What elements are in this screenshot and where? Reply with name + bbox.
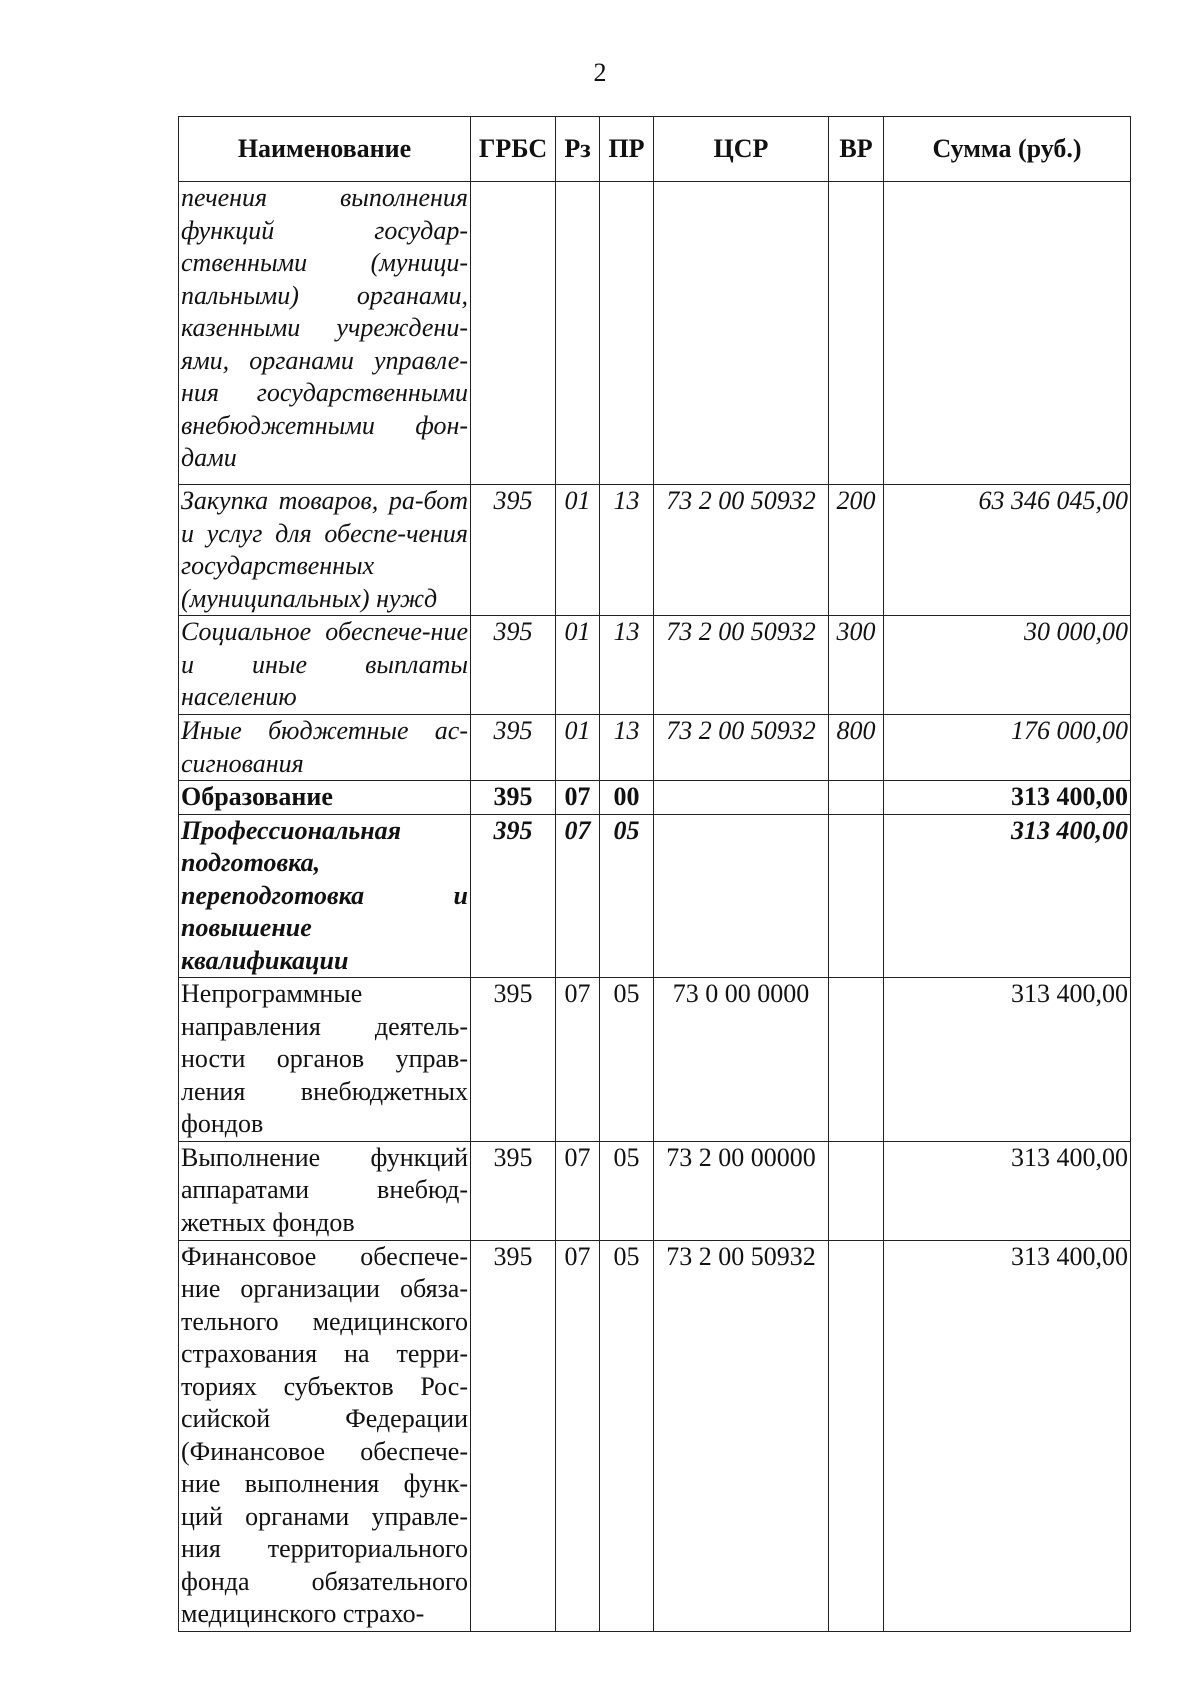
row-vr xyxy=(829,1240,884,1631)
row-grbs: 395 xyxy=(471,485,556,616)
table-row xyxy=(179,485,1131,616)
row-rz: 07 xyxy=(556,1141,600,1240)
header-sum: Сумма (руб.) xyxy=(884,117,1131,182)
row-vr: 200 xyxy=(829,485,884,616)
table-row xyxy=(179,814,1131,978)
row-name: Образование xyxy=(179,781,471,815)
row-grbs: 395 xyxy=(471,978,556,1142)
budget-table xyxy=(178,116,1131,1632)
table-row xyxy=(179,781,1131,815)
row-sum: 313 400,00 xyxy=(884,1240,1131,1631)
row-vr xyxy=(829,978,884,1142)
row-rz: 07 xyxy=(556,1240,600,1631)
row-csr xyxy=(654,182,829,485)
header-name: Наименование xyxy=(179,117,471,182)
row-pr: 05 xyxy=(600,1141,654,1240)
row-csr: 73 2 00 50932 xyxy=(654,1240,829,1631)
row-sum: 30 000,00 xyxy=(884,616,1131,715)
row-vr xyxy=(829,1141,884,1240)
row-name: Социальное обеспече-ние и иные выплаты населению xyxy=(179,616,471,715)
header-vr: ВР xyxy=(829,117,884,182)
row-csr: 73 0 00 0000 xyxy=(654,978,829,1142)
row-vr xyxy=(829,814,884,978)
row-name: Финансовое обеспече-ние организации обяза-тельного медицинского страхования на терри-ториях субъектов Рос-сийской Федерации (Финансовое обеспече-ние выполнения функ-ций органами управле-ния территориального фонда обязательного медицинского страхо- xyxy=(179,1240,471,1631)
table-row xyxy=(179,182,1131,485)
row-pr: 13 xyxy=(600,616,654,715)
row-pr: 13 xyxy=(600,485,654,616)
row-pr: 05 xyxy=(600,814,654,978)
row-rz xyxy=(556,182,600,485)
row-name: Непрограммные направления деятель-ности органов управ-ления внебюджетных фондов xyxy=(179,978,471,1142)
header-pr: ПР xyxy=(600,117,654,182)
row-grbs xyxy=(471,182,556,485)
row-sum: 313 400,00 xyxy=(884,814,1131,978)
row-rz: 07 xyxy=(556,978,600,1142)
row-csr xyxy=(654,814,829,978)
row-grbs: 395 xyxy=(471,814,556,978)
row-csr: 73 2 00 50932 xyxy=(654,715,829,781)
row-sum: 63 346 045,00 xyxy=(884,485,1131,616)
row-pr: 05 xyxy=(600,978,654,1142)
row-vr xyxy=(829,781,884,815)
row-sum xyxy=(884,182,1131,485)
row-name: Выполнение функций аппаратами внебюд-жетных фондов xyxy=(179,1141,471,1240)
row-grbs: 395 xyxy=(471,616,556,715)
row-sum: 313 400,00 xyxy=(884,978,1131,1142)
row-grbs: 395 xyxy=(471,781,556,815)
row-csr xyxy=(654,781,829,815)
row-grbs: 395 xyxy=(471,1240,556,1631)
row-name: Закупка товаров, ра-бот и услуг для обеспе-чения государственных (муниципальных) нужд xyxy=(179,485,471,616)
row-pr: 13 xyxy=(600,715,654,781)
table-row xyxy=(179,715,1131,781)
table-header-row xyxy=(179,117,1131,182)
row-pr: 05 xyxy=(600,1240,654,1631)
table-row xyxy=(179,978,1131,1142)
row-rz: 01 xyxy=(556,616,600,715)
row-name: Иные бюджетные ас-сигнования xyxy=(179,715,471,781)
row-sum: 313 400,00 xyxy=(884,781,1131,815)
row-csr: 73 2 00 50932 xyxy=(654,616,829,715)
header-csr: ЦСР xyxy=(654,117,829,182)
row-sum: 313 400,00 xyxy=(884,1141,1131,1240)
row-sum: 176 000,00 xyxy=(884,715,1131,781)
row-rz: 07 xyxy=(556,781,600,815)
row-rz: 07 xyxy=(556,814,600,978)
row-vr xyxy=(829,182,884,485)
row-rz: 01 xyxy=(556,715,600,781)
row-name: Профессиональная подготовка, переподготовка и повышение квалификации xyxy=(179,814,471,978)
row-vr: 300 xyxy=(829,616,884,715)
row-csr: 73 2 00 50932 xyxy=(654,485,829,616)
table-row xyxy=(179,1240,1131,1631)
row-name: печения выполнения функций государ-ственными (муници-пальными) органами, казенными учреждени-ями, органами управле-ния государственными внебюджетными фон-дами xyxy=(179,182,471,485)
row-pr: 00 xyxy=(600,781,654,815)
header-rz: Рз xyxy=(556,117,600,182)
table-row xyxy=(179,1141,1131,1240)
header-grbs: ГРБС xyxy=(471,117,556,182)
row-pr xyxy=(600,182,654,485)
row-rz: 01 xyxy=(556,485,600,616)
row-vr: 800 xyxy=(829,715,884,781)
row-grbs: 395 xyxy=(471,1141,556,1240)
table-row xyxy=(179,616,1131,715)
row-csr: 73 2 00 00000 xyxy=(654,1141,829,1240)
page-number: 2 xyxy=(593,58,607,87)
row-grbs: 395 xyxy=(471,715,556,781)
